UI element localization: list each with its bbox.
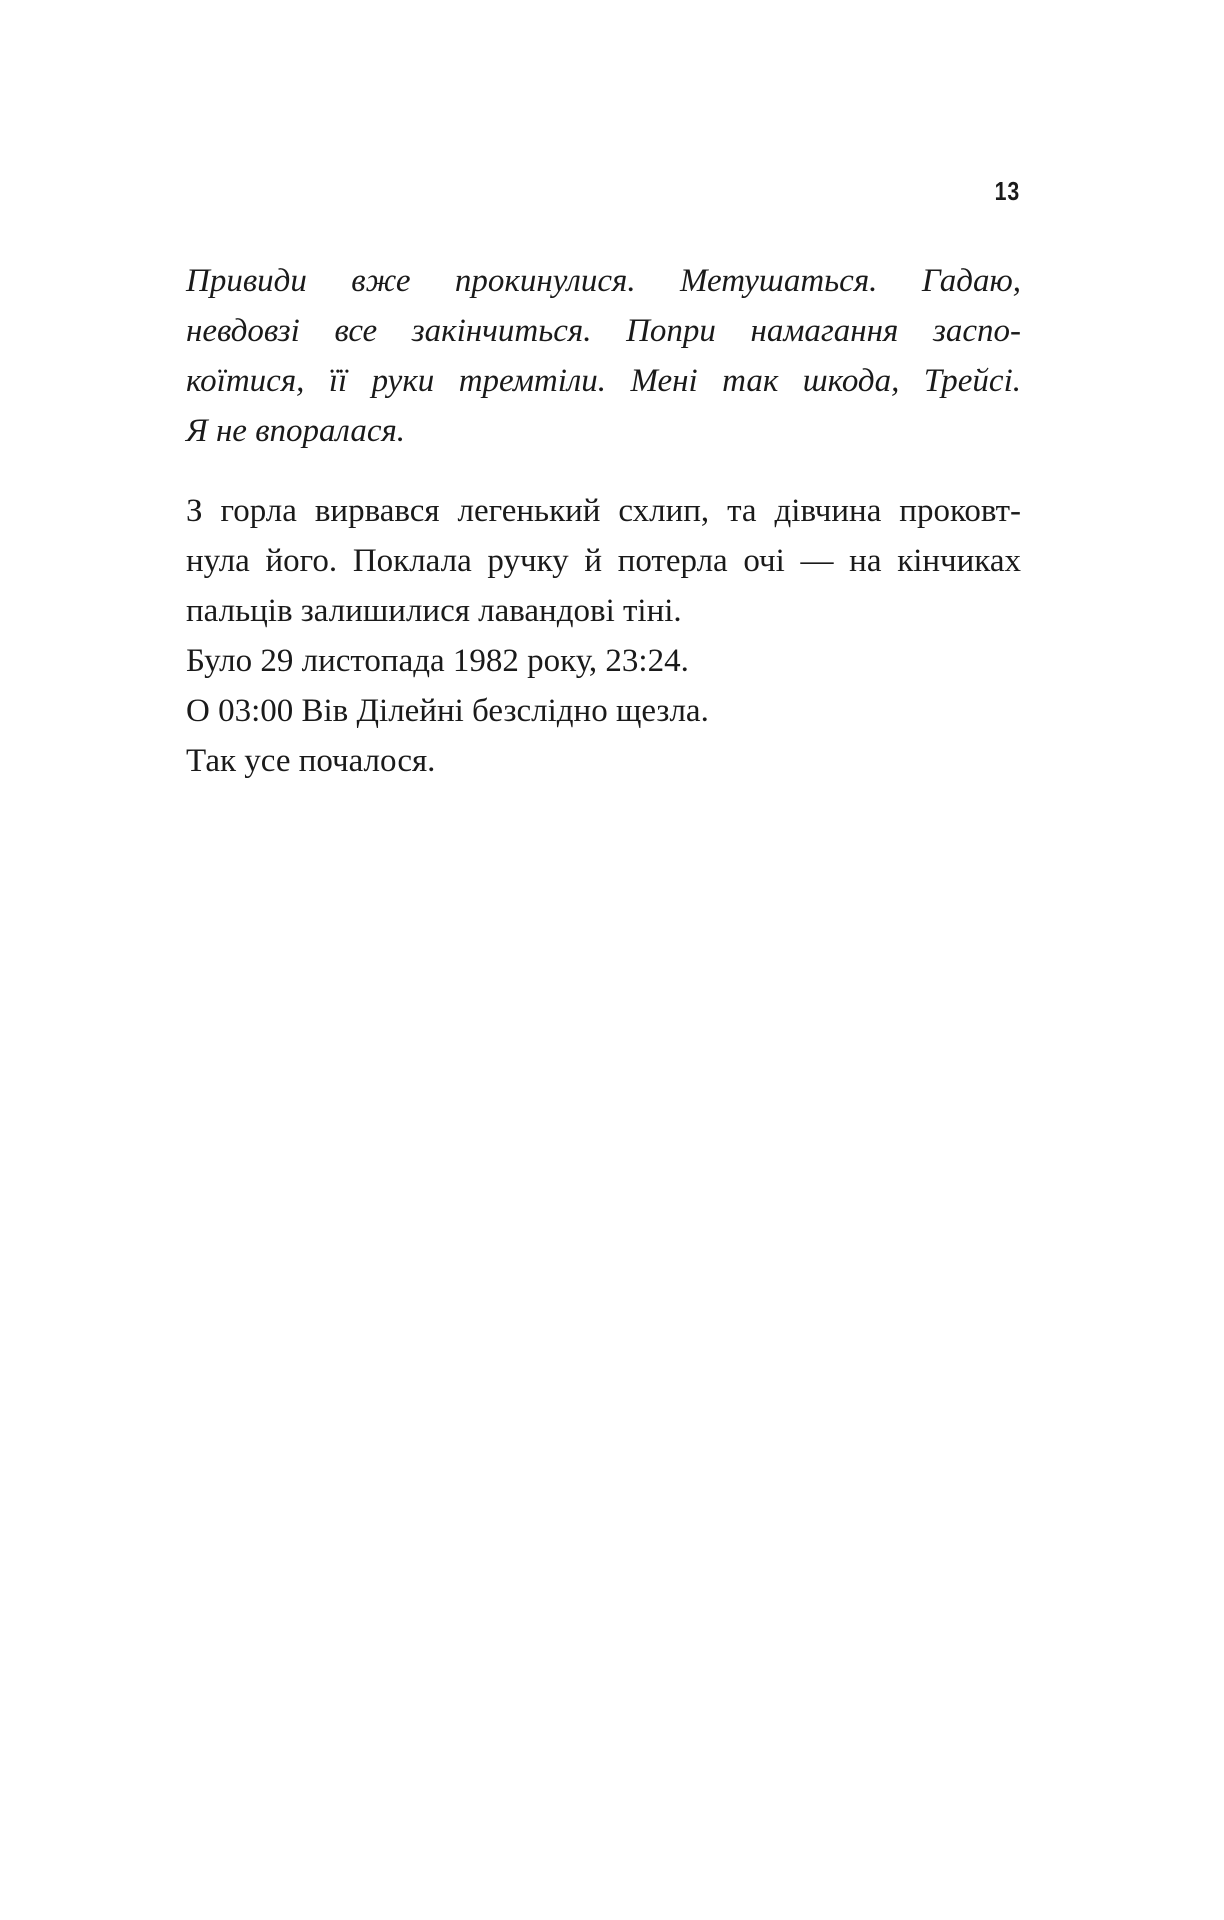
paragraph-line: нула його. Поклала ручку й потерла очі — на кінчиках bbox=[186, 543, 1021, 579]
italic-line: Привиди вже прокинулися. Метушаться. Гадаю, bbox=[186, 263, 1021, 299]
paragraph-line: З горла вирвався легенький схлип, та дівчина проковт- bbox=[186, 493, 1021, 529]
paragraph-closing: Так усе почалося. bbox=[186, 743, 436, 779]
paragraph-date: Було 29 листопада 1982 року, 23:24. bbox=[186, 643, 689, 679]
italic-passage bbox=[186, 256, 1021, 456]
italic-line: коїтися, її руки тремтіли. Мені так шкода, Трейсі. bbox=[186, 363, 1021, 399]
body-passage bbox=[186, 486, 1021, 786]
paragraph-line: пальців залишилися лавандові тіні. bbox=[186, 593, 682, 629]
italic-line: Я не впоралася. bbox=[186, 413, 406, 449]
paragraph-disappearance: О 03:00 Вів Ділейні безслідно щезла. bbox=[186, 693, 709, 729]
italic-line: невдовзі все закінчиться. Попри намагання заспо- bbox=[186, 313, 1021, 349]
page-number: 13 bbox=[994, 176, 1020, 206]
